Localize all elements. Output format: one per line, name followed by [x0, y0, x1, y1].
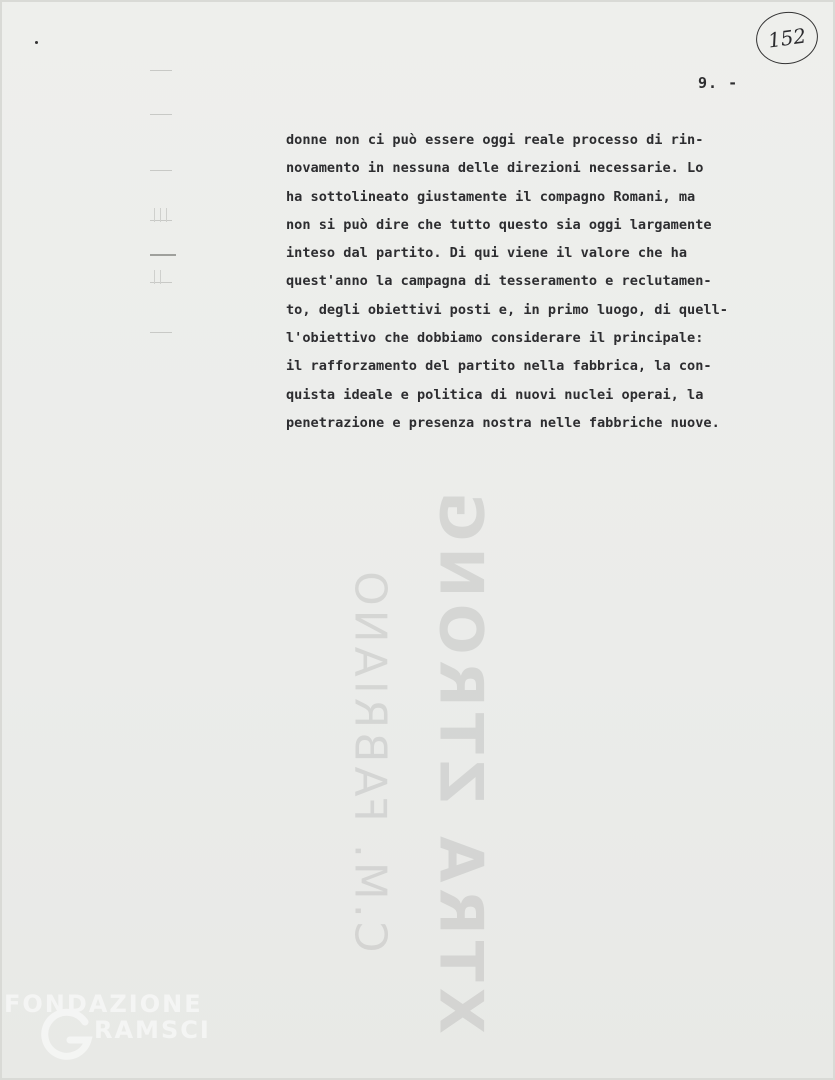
stamp-line-brand: XTRA ZTRONG: [425, 486, 496, 1034]
stamp-line-maker: C.M. FABRIANO: [344, 567, 396, 953]
text-line: non si può dire che tutto questo sia oggi largamente: [286, 216, 712, 233]
page-number: 9. -: [698, 74, 739, 92]
text-line: quista ideale e politica di nuovi nuclei operai, la: [286, 386, 704, 403]
text-line: donne non ci può essere oggi reale processo di rin-: [286, 132, 704, 148]
watermark-line-1: FONDAZIONE: [4, 990, 203, 1018]
text-line: penetrazione e presenza nostra nelle fabbriche nuove.: [286, 414, 720, 431]
typed-paragraph: [286, 130, 816, 441]
gramsci-g-logo-icon: [40, 1008, 94, 1062]
ink-speck: [35, 41, 38, 44]
show-through-marks: [150, 70, 180, 370]
watermark-line-2: RAMSCI: [94, 1016, 211, 1044]
text-line: l'obiettivo che dobbiamo considerare il principale:: [286, 330, 704, 347]
text-line: novamento in nessuna delle direzioni necessarie. Lo: [286, 160, 704, 177]
archive-page-number: 152: [753, 8, 822, 68]
text-line: ha sottolineato giustamente il compagno Romani, ma: [286, 188, 696, 205]
text-line: inteso dal partito. Di qui viene il valore che ha: [286, 245, 688, 262]
text-line: il rafforzamento del partito nella fabbrica, la con-: [286, 358, 712, 375]
text-line: quest'anno la campagna di tesseramento e reclutamen-: [286, 273, 712, 290]
paper-watermark-stamp: [345, 486, 496, 1034]
text-line: to, degli obiettivi posti e, in primo luogo, di quell-: [286, 301, 728, 318]
fondazione-gramsci-watermark: [4, 990, 224, 1070]
